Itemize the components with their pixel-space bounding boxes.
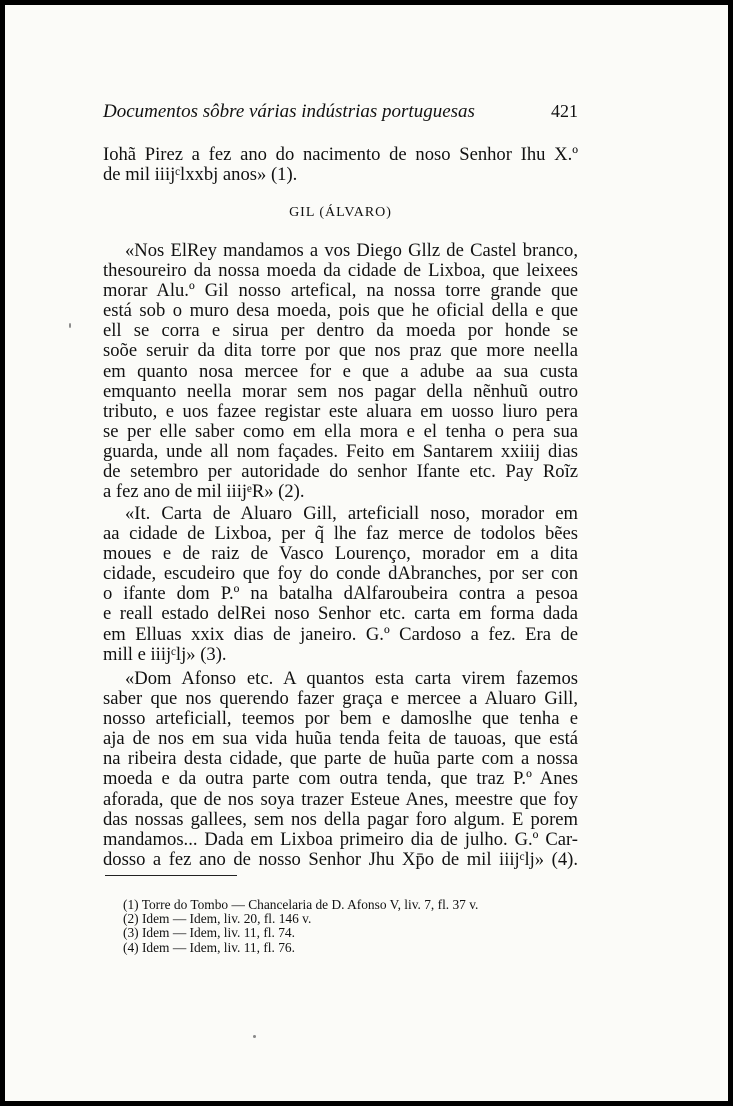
running-title: Documentos sôbre várias indústrias portuguesas xyxy=(103,101,475,122)
paragraph-line: thesoureiro da nossa moeda da cidade de Lixboa, que leixees xyxy=(103,260,578,282)
paragraph-line: o ifante dom P.º na batalha dAlfaroubeira contra a pesoa xyxy=(103,583,578,605)
intro-line: de mil iiijᶜlxxbj anos» (1). xyxy=(103,164,298,186)
paragraph-line: se per elle saber como em ella mora e el tenha o pera sua xyxy=(103,420,578,442)
paper-speck xyxy=(69,323,71,328)
page-number: 421 xyxy=(551,101,578,121)
paragraph-line: aforada, que de nos soya trazer Esteue Anes, meestre que foy xyxy=(103,788,578,810)
paragraph-line: moeda e da outra parte com outra tenda, que traz P.º Anes xyxy=(103,768,578,790)
paragraph-line: emquanto neella morar sem nos pagar della nẽnhuũ outro xyxy=(103,380,578,402)
paragraph-line: a fez ano de mil iiijᵉR» (2). xyxy=(103,481,305,503)
paragraph-line: «It. Carta de Aluaro Gill, arteficiall noso, morador em xyxy=(125,503,578,524)
paragraph-line: mandamos... Dada em Lixboa primeiro dia de julho. G.º Car- xyxy=(103,828,578,850)
paragraph-line: «Dom Afonso etc. A quantos esta carta virem fazemos xyxy=(125,668,578,689)
paragraph-line: está sob o muro desa moeda, pois que he oficial della e que xyxy=(103,300,578,322)
paper-speck xyxy=(253,1035,256,1038)
document-paragraph-2 xyxy=(103,504,578,665)
paragraph-line: aa cidade de Lixboa, per q̃ lhe faz merce de todolos bẽes xyxy=(103,523,578,545)
footnotes xyxy=(123,898,563,955)
paragraph-line: soõe seruir da dita torre por que nos praz que more neella xyxy=(103,340,578,362)
footnote: (3) Idem — Idem, liv. 11, fl. 74. xyxy=(123,925,295,941)
paragraph-line: na ribeira desta cidade, que parte de huũa parte com a nossa xyxy=(103,748,578,770)
paragraph-line: moues e de raiz de Vasco Lourenço, morador em a dita xyxy=(103,543,578,565)
footnote: (4) Idem — Idem, liv. 11, fl. 76. xyxy=(123,939,295,955)
paragraph-line: e reall estado delRei noso Senhor etc. carta em forma dada xyxy=(103,603,578,625)
document-paragraph-3 xyxy=(103,669,578,870)
intro-paragraph xyxy=(103,145,578,185)
running-header xyxy=(103,101,578,123)
paragraph-line: morar Alu.º Gil nosso artefical, na nossa torre grande que xyxy=(103,280,578,302)
paragraph-line: mill e iiijᶜlj» (3). xyxy=(103,643,227,665)
intro-line: Iohã Pirez a fez ano do nacimento de noso Senhor Ihu X.º xyxy=(103,144,578,165)
paragraph-line: aja de nos em sua vida huũa tenda feita de tauoas, que está xyxy=(103,728,578,750)
paragraph-line: tributo, e uos fazee registar este aluara em uosso liuro pera xyxy=(103,400,578,422)
footnote: (2) Idem — Idem, liv. 20, fl. 146 v. xyxy=(123,911,312,927)
paragraph-line: das nossas gallees, sem nos della pagar foro algum. E porem xyxy=(103,808,578,830)
footnote-divider xyxy=(105,875,237,876)
paragraph-line: ell se corra e sirua per dentro da moeda por honde se xyxy=(103,320,578,342)
footnote: (1) Torre do Tombo — Chancelaria de D. Afonso V, liv. 7, fl. 37 v. xyxy=(123,897,479,912)
paragraph-line: nosso arteficiall, teemos por bem e damoslhe que tenha e xyxy=(103,708,578,730)
paragraph-line: saber que nos querendo fazer graça e mercee a Aluaro Gill, xyxy=(103,688,578,710)
document-paragraph-1 xyxy=(103,241,578,502)
section-title: GIL (ÁLVARO) xyxy=(289,205,392,220)
paragraph-line: dosso a fez ano de nosso Senhor Jhu Xp̄o de mil iiijᶜlj» (4). xyxy=(103,848,578,870)
paragraph-line: de setembro per autoridade do senhor Ifante etc. Pay Roĩz xyxy=(103,461,578,483)
paragraph-line: guarda, unde all nom façades. Feito em Santarem xxiiij dias xyxy=(103,440,578,462)
paragraph-line: «Nos ElRey mandamos a vos Diego Gllz de Castel branco, xyxy=(125,240,578,261)
paragraph-line: cidade, escudeiro que foy do conde dAbranches, por ser con xyxy=(103,563,578,585)
paragraph-line: em Elluas xxix dias de janeiro. G.º Cardoso a fez. Era de xyxy=(103,623,578,645)
paragraph-line: em quanto nosa mercee for e que a adube aa sua custa xyxy=(103,360,578,382)
